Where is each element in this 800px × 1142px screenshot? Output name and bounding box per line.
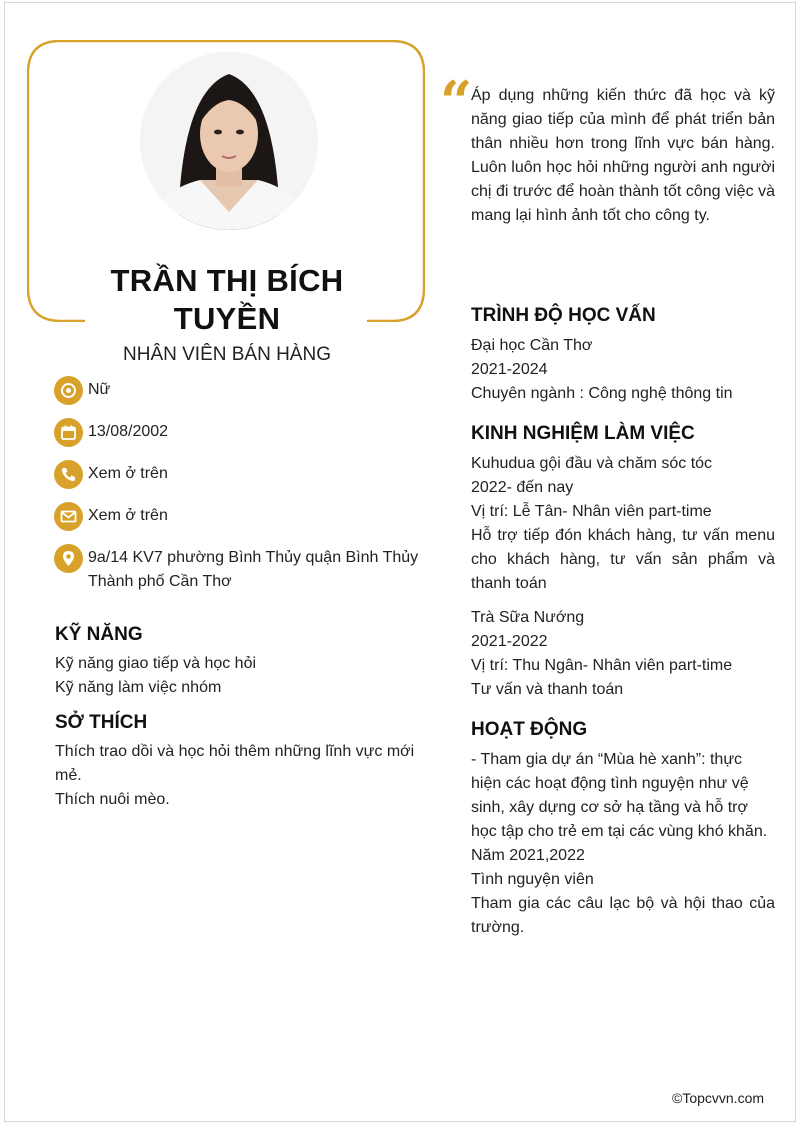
footer-credit: ©Topcvvn.com: [672, 1090, 765, 1106]
activity-role: Tình nguyện viên: [471, 871, 594, 888]
activity-description: - Tham gia dự án “Mùa hè xanh”: thực hiện các hoạt động tình nguyện như vệ sinh, xây dựng cơ sở hạ tầng và hỗ trợ học tập cho trẻ em tại các vùng khó khăn.: [471, 751, 768, 840]
experience-title: KINH NGHIỆM LÀM VIỆC: [471, 423, 695, 444]
calendar-icon: [54, 418, 83, 447]
activities-block: [471, 748, 775, 940]
experience-job-1: [471, 452, 775, 596]
contact-gender-value: Nữ: [88, 381, 111, 398]
job-description: Hỗ trợ tiếp đón khách hàng, tư vấn menu cho khách hàng, tư vấn sản phẩm và thanh toán: [471, 527, 775, 592]
skill-item: Kỹ năng làm việc nhóm: [55, 679, 222, 696]
job-period: 2022- đến nay: [471, 479, 574, 496]
phone-icon: [54, 460, 83, 489]
experience-job-2: [471, 606, 775, 702]
job-position: Vị trí: Thu Ngân- Nhân viên part-time: [471, 657, 733, 674]
education-school: Đại học Cần Thơ: [471, 337, 593, 354]
location-icon: [54, 544, 83, 573]
candidate-name: [86, 262, 368, 338]
activity-year: Năm 2021,2022: [471, 847, 585, 864]
gender-icon: [54, 376, 83, 405]
activity-other: Tham gia các câu lạc bộ và hội thao của trường.: [471, 895, 775, 936]
career-objective: Áp dụng những kiến thức đã học và kỹ năng giao tiếp của mình để phát triển bản thân nhiều hơn trong lĩnh vực bán hàng. Luôn luôn học hỏi những người anh người chị đi trước để hoàn thành tốt công việc và mang lại hình ảnh tốt cho công ty.: [471, 87, 775, 224]
contact-birthday-value: 13/08/2002: [88, 423, 169, 440]
skills-title: KỸ NĂNG: [55, 624, 143, 645]
job-period: 2021-2022: [471, 633, 548, 650]
quote-icon: “: [440, 69, 473, 135]
education-major: Chuyên ngành : Công nghệ thông tin: [471, 385, 733, 402]
contact-email-value: Xem ở trên: [88, 507, 168, 524]
name-line-2: TUYỀN: [173, 301, 281, 336]
profile-photo: [140, 52, 318, 230]
education-block: [471, 334, 775, 406]
name-line-1: TRẦN THỊ BÍCH: [110, 263, 344, 298]
hobby-item: Thích nuôi mèo.: [55, 791, 170, 808]
activities-title: HOẠT ĐỘNG: [471, 719, 588, 740]
job-title: NHÂN VIÊN BÁN HÀNG: [123, 344, 331, 365]
education-period: 2021-2024: [471, 361, 548, 378]
contact-phone-value: Xem ở trên: [88, 465, 168, 482]
hobbies-list: [55, 740, 425, 812]
hobby-item: Thích trao dồi và học hỏi thêm những lĩnh vực mới mẻ.: [55, 743, 415, 784]
job-position: Vị trí: Lễ Tân- Nhân viên part-time: [471, 503, 712, 520]
email-icon: [54, 502, 83, 531]
job-company: Trà Sữa Nướng: [471, 609, 585, 626]
education-title: TRÌNH ĐỘ HỌC VẤN: [471, 305, 656, 326]
job-description: Tư vấn và thanh toán: [471, 681, 624, 698]
skills-list: [55, 652, 425, 700]
skill-item: Kỹ năng giao tiếp và học hỏi: [55, 655, 257, 672]
job-company: Kuhudua gội đầu và chăm sóc tóc: [471, 455, 713, 472]
contact-address-value: 9a/14 KV7 phường Bình Thủy quận Bình Thủy Thành phố Cần Thơ: [88, 549, 419, 590]
hobbies-title: SỞ THÍCH: [55, 712, 148, 733]
